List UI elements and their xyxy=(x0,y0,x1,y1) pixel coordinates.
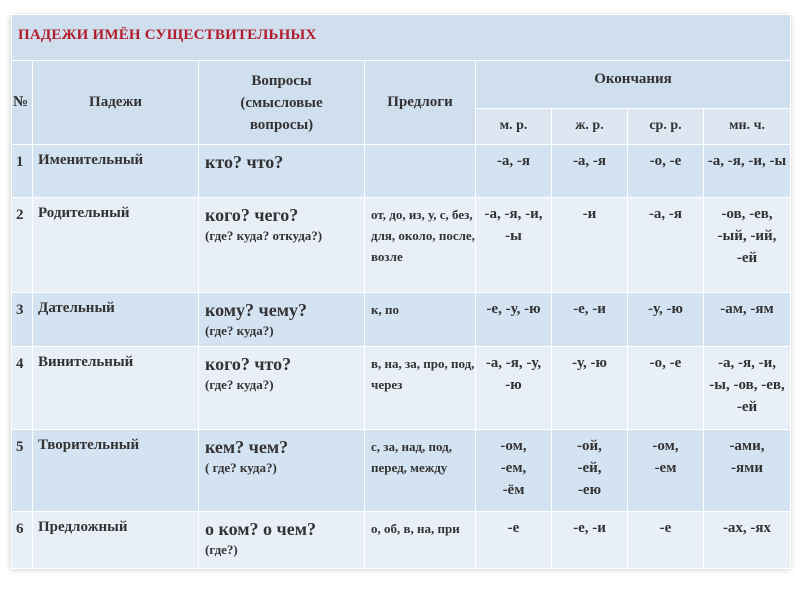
question-meaning: (где? куда?) xyxy=(205,323,274,338)
question-main: кого? что? xyxy=(205,354,292,374)
table-row xyxy=(12,430,791,512)
table-row xyxy=(12,512,791,569)
ending-plural: -а, -я, -и, -ы, -ов, -ев, -ей xyxy=(704,347,791,430)
question-meaning: ( где? куда?) xyxy=(205,460,277,475)
case-questions xyxy=(199,145,365,198)
case-prepositions: с, за, над, под, перед, между xyxy=(365,430,476,512)
ending-feminine: -и xyxy=(552,198,628,293)
header-feminine: ж. р. xyxy=(552,109,628,145)
header-plural: мн. ч. xyxy=(704,109,791,145)
ending-neuter: -ом, -ем xyxy=(628,430,704,512)
row-number: 3 xyxy=(12,293,33,347)
row-number: 5 xyxy=(12,430,33,512)
table-title: ПАДЕЖИ ИМЁН СУЩЕСТВИТЕЛЬНЫХ xyxy=(12,15,791,61)
ending-masculine: -е xyxy=(476,512,552,569)
ending-masculine: -ом, -ем, -ём xyxy=(476,430,552,512)
ending-feminine: -ой, -ей, -ею xyxy=(552,430,628,512)
ending-neuter: -а, -я xyxy=(628,198,704,293)
header-masculine: м. р. xyxy=(476,109,552,145)
ending-masculine: -а, -я, -у, -ю xyxy=(476,347,552,430)
header-neuter: ср. р. xyxy=(628,109,704,145)
row-number: 2 xyxy=(12,198,33,293)
ending-feminine: -е, -и xyxy=(552,512,628,569)
case-name: Предложный xyxy=(33,512,199,569)
question-main: о ком? о чем? xyxy=(205,519,316,539)
case-name: Именительный xyxy=(33,145,199,198)
ending-feminine: -а, -я xyxy=(552,145,628,198)
case-prepositions: к, по xyxy=(365,293,476,347)
question-meaning: (где?) xyxy=(205,542,238,557)
ending-masculine: -е, -у, -ю xyxy=(476,293,552,347)
header-number: № xyxy=(12,61,33,145)
ending-plural: -ам, -ям xyxy=(704,293,791,347)
case-name: Винительный xyxy=(33,347,199,430)
ending-neuter: -о, -е xyxy=(628,145,704,198)
table-row xyxy=(12,145,791,198)
ending-plural: -ов, -ев, -ый, -ий, -ей xyxy=(704,198,791,293)
header-questions: Вопросы (смысловые вопросы) xyxy=(199,61,365,145)
ending-neuter: -о, -е xyxy=(628,347,704,430)
row-number: 6 xyxy=(12,512,33,569)
ending-masculine: -а, -я xyxy=(476,145,552,198)
ending-feminine: -е, -и xyxy=(552,293,628,347)
case-questions xyxy=(199,293,365,347)
case-name: Творительный xyxy=(33,430,199,512)
case-prepositions: о, об, в, на, при xyxy=(365,512,476,569)
case-prepositions: от, до, из, у, с, без, для, около, после, возле xyxy=(365,198,476,293)
table-row xyxy=(12,347,791,430)
row-number: 4 xyxy=(12,347,33,430)
question-meaning: (где? куда? откуда?) xyxy=(205,228,323,243)
ending-feminine: -у, -ю xyxy=(552,347,628,430)
case-questions xyxy=(199,347,365,430)
question-main: кому? чему? xyxy=(205,300,307,320)
cases-table xyxy=(11,14,791,569)
ending-neuter: -у, -ю xyxy=(628,293,704,347)
question-main: кого? чего? xyxy=(205,205,299,225)
case-questions xyxy=(199,198,365,293)
ending-plural: -ами, -ями xyxy=(704,430,791,512)
case-name: Родительный xyxy=(33,198,199,293)
ending-masculine: -а, -я, -и, -ы xyxy=(476,198,552,293)
question-main: кем? чем? xyxy=(205,437,289,457)
case-prepositions xyxy=(365,145,476,198)
ending-plural: -ах, -ях xyxy=(704,512,791,569)
question-meaning: (где? куда?) xyxy=(205,377,274,392)
table-row xyxy=(12,198,791,293)
table-row xyxy=(12,293,791,347)
header-case: Падежи xyxy=(33,61,199,145)
header-endings: Окончания xyxy=(476,61,791,109)
header-prepositions: Предлоги xyxy=(365,61,476,145)
case-prepositions: в, на, за, про, под, через xyxy=(365,347,476,430)
question-main: кто? что? xyxy=(205,152,284,172)
ending-plural: -а, -я, -и, -ы xyxy=(704,145,791,198)
case-questions xyxy=(199,430,365,512)
ending-neuter: -е xyxy=(628,512,704,569)
row-number: 1 xyxy=(12,145,33,198)
case-name: Дательный xyxy=(33,293,199,347)
case-questions xyxy=(199,512,365,569)
